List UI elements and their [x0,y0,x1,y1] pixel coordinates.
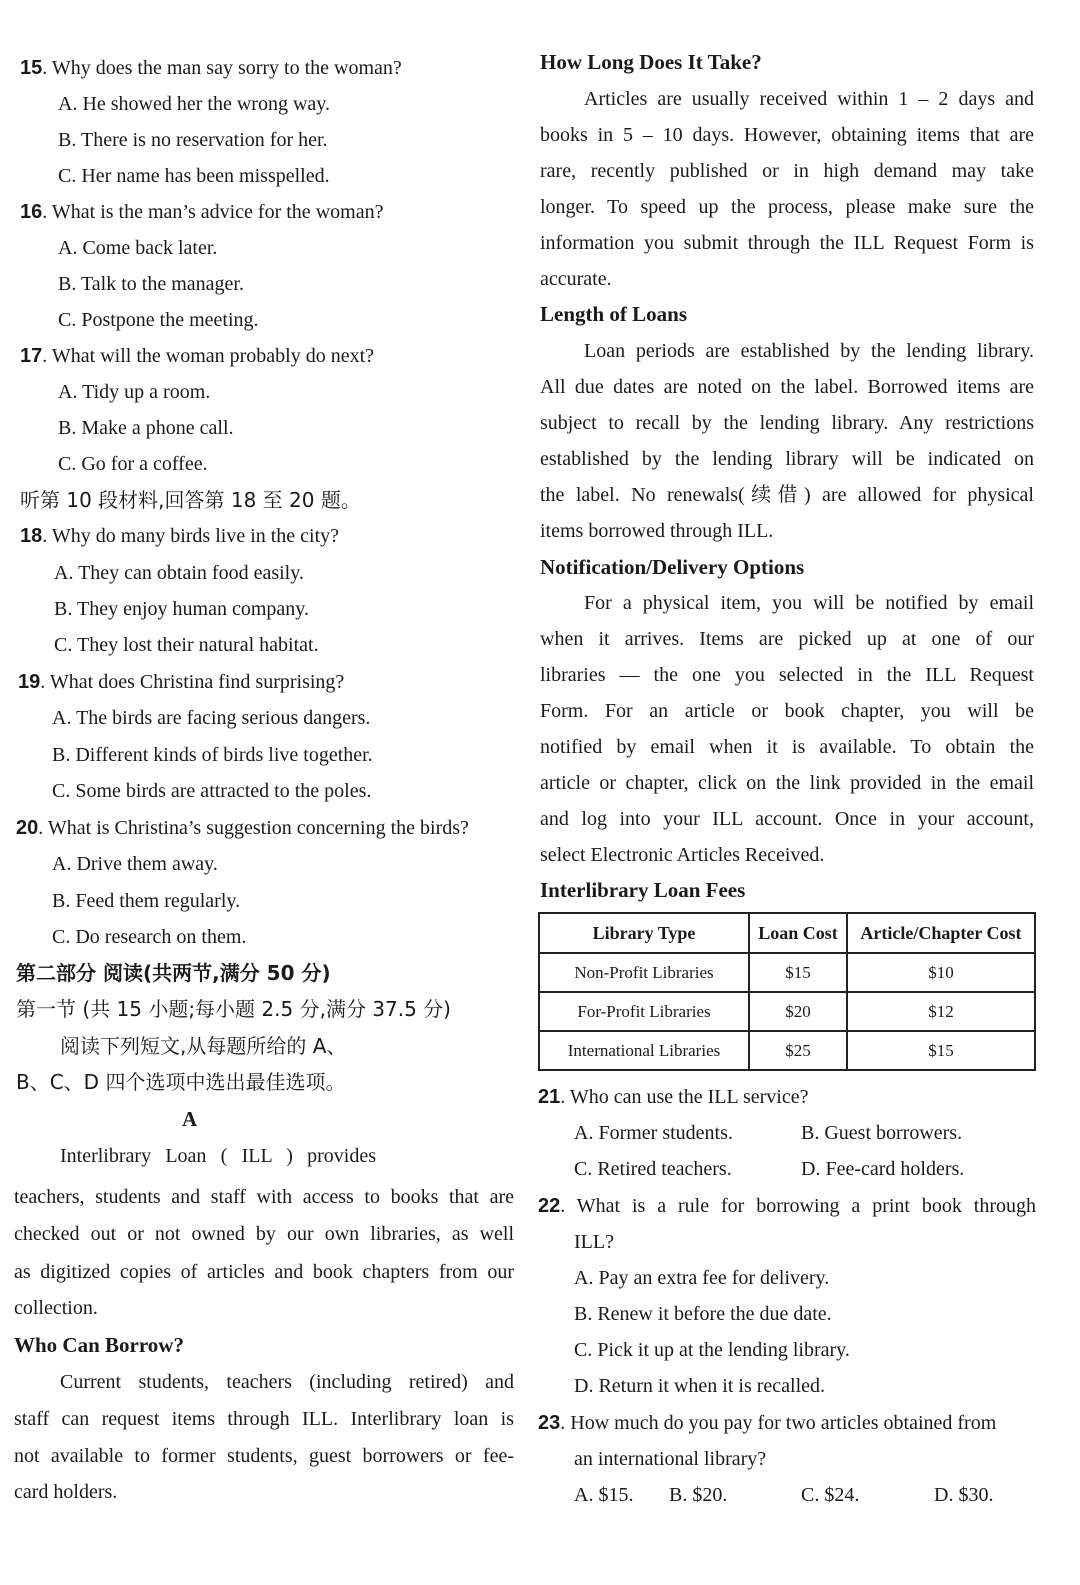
col-header-article-cost: Article/Chapter Cost [847,913,1035,953]
q22-option-a: A. Pay an extra fee for delivery. [574,1267,830,1289]
question-23-cont: an international library? [574,1448,767,1470]
q17-option-c: C. Go for a coffee. [58,453,208,475]
q18-option-c: C. They lost their natural habitat. [54,634,319,656]
table-cell: For-Profit Libraries [539,992,749,1031]
question-21: 21. Who can use the ILL service? [538,1086,809,1108]
table-row [539,1031,1035,1070]
who-line-2: staff can request items through ILL. Interlibrary loan is [14,1408,514,1430]
q21-option-c: C. Retired teachers. [574,1158,732,1180]
notif-line-6: article or chapter, click on the link provided in the email [540,772,1034,794]
fees-table [538,912,1036,1071]
table-row [539,992,1035,1031]
q15-option-b: B. There is no reservation for her. [58,129,328,151]
table-cell: $15 [847,1031,1035,1070]
how-line-2: books in 5 – 10 days. However, obtaining items that are [540,124,1034,146]
notif-line-7: and log into your ILL account. Once in your account, [540,808,1034,830]
notif-line-8: select Electronic Articles Received. [540,844,825,866]
table-cell: International Libraries [539,1031,749,1070]
q21-option-b: B. Guest borrowers. [801,1122,963,1144]
section-one-heading: 第一节 (共 15 小题;每小题 2.5 分,满分 37.5 分) [16,997,451,1021]
q20-option-a: A. Drive them away. [52,853,218,875]
how-line-1: Articles are usually received within 1 – 2 days and [584,88,1034,110]
question-15: 15. Why does the man say sorry to the woman? [20,57,402,79]
q22-option-c: C. Pick it up at the lending library. [574,1339,850,1361]
len-line-3: subject to recall by the lending library. Any restrictions [540,412,1034,434]
how-line-6: accurate. [540,268,612,290]
table-cell: $15 [749,953,847,992]
fees-heading: Interlibrary Loan Fees [540,878,746,902]
notif-line-1: For a physical item, you will be notified by email [584,592,1034,614]
len-line-5: the label. No renewals(续借) are allowed for physical [540,484,1034,506]
notif-line-4: Form. For an article or book chapter, you will be [540,700,1034,722]
col-header-loan-cost: Loan Cost [749,913,847,953]
question-23: 23. How much do you pay for two articles obtained from [538,1412,997,1434]
q23-option-d: D. $30. [934,1484,994,1506]
q23-option-a: A. $15. [574,1484,634,1506]
q18-option-a: A. They can obtain food easily. [54,562,304,584]
table-cell: $25 [749,1031,847,1070]
q16-option-b: B. Talk to the manager. [58,273,244,295]
len-line-1: Loan periods are established by the lending library. [584,340,1034,362]
q20-option-b: B. Feed them regularly. [52,890,241,912]
intro-line-1: Interlibrary Loan ( ILL ) provides [60,1145,376,1167]
question-19: 19. What does Christina find surprising? [18,671,345,693]
q18-option-b: B. They enjoy human company. [54,598,309,620]
q21-option-a: A. Former students. [574,1122,733,1144]
question-16: 16. What is the man’s advice for the woman? [20,201,384,223]
reading-instruction-line-1: 阅读下列短文,从每题所给的 A、 [60,1034,347,1058]
who-line-1: Current students, teachers (including retired) and [60,1371,514,1393]
notif-line-3: libraries — the one you selected in the ILL Request [540,664,1034,686]
how-line-5: information you submit through the ILL Request Form is [540,232,1034,254]
table-cell: $12 [847,992,1035,1031]
table-cell: $10 [847,953,1035,992]
q19-option-a: A. The birds are facing serious dangers. [52,707,371,729]
q21-option-d: D. Fee-card holders. [801,1158,965,1180]
q17-option-b: B. Make a phone call. [58,417,234,439]
question-20: 20. What is Christina’s suggestion concerning the birds? [16,817,469,839]
table-row [539,953,1035,992]
table-cell: Non-Profit Libraries [539,953,749,992]
length-of-loans-heading: Length of Loans [540,302,688,326]
how-line-3: rare, recently published or in high demand may take [540,160,1034,182]
table-header-row [539,913,1035,953]
len-line-4: established by the lending library will be indicated on [540,448,1034,470]
part-two-heading: 第二部分 阅读(共两节,满分 50 分) [16,961,331,985]
question-18: 18. Why do many birds live in the city? [20,525,340,547]
intro-line-2: teachers, students and staff with access to books that are [14,1186,514,1208]
who-line-3: not available to former students, guest borrowers or fee- [14,1445,514,1467]
intro-line-5: collection. [14,1297,98,1319]
q17-option-a: A. Tidy up a room. [58,381,211,403]
question-22-cont: ILL? [574,1231,614,1253]
q15-option-c: C. Her name has been misspelled. [58,165,330,187]
col-header-library-type: Library Type [539,913,749,953]
notif-line-2: when it arrives. Items are picked up at one of our [540,628,1034,650]
intro-line-4: as digitized copies of articles and book chapters from our [14,1261,514,1283]
how-long-heading: How Long Does It Take? [540,50,762,74]
q16-option-c: C. Postpone the meeting. [58,309,259,331]
q22-option-b: B. Renew it before the due date. [574,1303,832,1325]
q15-option-a: A. He showed her the wrong way. [58,93,330,115]
notification-heading: Notification/Delivery Options [540,555,805,579]
how-line-4: longer. To speed up the process, please make sure the [540,196,1034,218]
intro-line-3: checked out or not owned by our own libraries, as well [14,1223,514,1245]
who-line-4: card holders. [14,1481,118,1503]
who-can-borrow-heading: Who Can Borrow? [14,1333,184,1357]
q16-option-a: A. Come back later. [58,237,218,259]
reading-instruction-line-2: B、C、D 四个选项中选出最佳选项。 [16,1070,346,1094]
len-line-2: All due dates are noted on the label. Borrowed items are [540,376,1034,398]
q19-option-c: C. Some birds are attracted to the poles. [52,780,372,802]
q22-option-d: D. Return it when it is recalled. [574,1375,826,1397]
question-17: 17. What will the woman probably do next? [20,345,375,367]
len-line-6: items borrowed through ILL. [540,520,774,542]
q20-option-c: C. Do research on them. [52,926,247,948]
table-cell: $20 [749,992,847,1031]
notif-line-5: notified by email when it is available. To obtain the [540,736,1034,758]
q19-option-b: B. Different kinds of birds live together. [52,744,373,766]
q23-option-b: B. $20. [669,1484,728,1506]
listening-instruction: 听第 10 段材料,回答第 18 至 20 题。 [20,488,361,512]
q23-option-c: C. $24. [801,1484,860,1506]
question-22: 22. What is a rule for borrowing a print book through [538,1195,1036,1217]
passage-letter: A [182,1107,198,1131]
